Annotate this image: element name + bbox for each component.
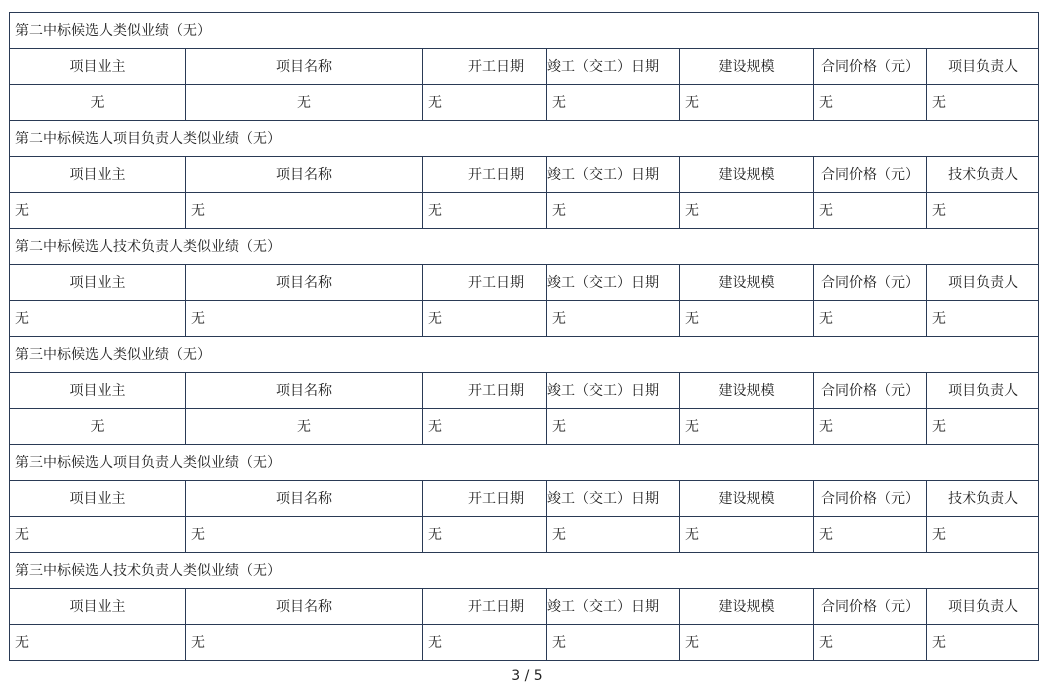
table-cell: 无	[680, 409, 814, 445]
section-title: 第二中标候选人类似业绩（无）	[10, 13, 1039, 49]
section-title-row	[10, 445, 1039, 481]
table-cell: 无	[547, 625, 680, 661]
table-cell: 无	[927, 517, 1039, 553]
table-cell: 无	[186, 625, 423, 661]
document-page	[9, 12, 1038, 661]
table-cell: 无	[680, 301, 814, 337]
column-header: 项目业主	[10, 589, 186, 625]
table-cell: 无	[423, 409, 547, 445]
table-cell: 无	[186, 193, 423, 229]
table-cell: 无	[814, 85, 927, 121]
section-title: 第三中标候选人类似业绩（无）	[10, 337, 1039, 373]
table-cell: 无	[927, 85, 1039, 121]
table-header-row	[10, 481, 1039, 517]
column-header: 合同价格（元）	[814, 481, 927, 517]
column-header: 开工日期	[423, 373, 547, 409]
column-header: 建设规模	[680, 373, 814, 409]
section-title-row	[10, 553, 1039, 589]
table-cell: 无	[423, 301, 547, 337]
table-header-row	[10, 157, 1039, 193]
section-title-row	[10, 121, 1039, 157]
table-header-row	[10, 373, 1039, 409]
table-row	[10, 517, 1039, 553]
table-cell: 无	[10, 409, 186, 445]
table-cell: 无	[10, 625, 186, 661]
table-cell: 无	[547, 85, 680, 121]
column-header: 竣工（交工）日期	[547, 373, 680, 409]
section-title: 第二中标候选人项目负责人类似业绩（无）	[10, 121, 1039, 157]
column-header: 项目业主	[10, 481, 186, 517]
table-cell: 无	[814, 625, 927, 661]
column-header: 竣工（交工）日期	[547, 49, 680, 85]
table-cell: 无	[10, 193, 186, 229]
column-header: 项目业主	[10, 157, 186, 193]
column-header: 项目名称	[186, 481, 423, 517]
column-header: 合同价格（元）	[814, 589, 927, 625]
table-cell: 无	[10, 301, 186, 337]
column-header: 项目负责人	[927, 589, 1039, 625]
column-header: 开工日期	[423, 265, 547, 301]
table-cell: 无	[547, 517, 680, 553]
column-header: 项目名称	[186, 589, 423, 625]
column-header: 建设规模	[680, 481, 814, 517]
column-header: 合同价格（元）	[814, 373, 927, 409]
table-cell: 无	[186, 409, 423, 445]
column-header: 开工日期	[423, 589, 547, 625]
column-header: 开工日期	[423, 157, 547, 193]
column-header: 项目负责人	[927, 373, 1039, 409]
table-cell: 无	[814, 409, 927, 445]
column-header: 竣工（交工）日期	[547, 157, 680, 193]
table-cell: 无	[680, 517, 814, 553]
section-title-row	[10, 337, 1039, 373]
column-header: 合同价格（元）	[814, 265, 927, 301]
table-cell: 无	[10, 517, 186, 553]
column-header: 建设规模	[680, 157, 814, 193]
table-cell: 无	[927, 193, 1039, 229]
section-title: 第三中标候选人项目负责人类似业绩（无）	[10, 445, 1039, 481]
page-indicator: 3 / 5	[511, 668, 543, 684]
table-header-row	[10, 49, 1039, 85]
table-header-row	[10, 589, 1039, 625]
column-header: 建设规模	[680, 265, 814, 301]
table-cell: 无	[927, 409, 1039, 445]
table-cell: 无	[814, 301, 927, 337]
table-header-row	[10, 265, 1039, 301]
table-row	[10, 85, 1039, 121]
table-cell: 无	[927, 625, 1039, 661]
column-header: 开工日期	[423, 481, 547, 517]
table-row	[10, 301, 1039, 337]
section-title: 第三中标候选人技术负责人类似业绩（无）	[10, 553, 1039, 589]
column-header: 项目业主	[10, 373, 186, 409]
table-cell: 无	[927, 301, 1039, 337]
column-header: 项目业主	[10, 49, 186, 85]
table-row	[10, 625, 1039, 661]
section-title-row	[10, 13, 1039, 49]
column-header: 项目名称	[186, 265, 423, 301]
table-cell: 无	[547, 193, 680, 229]
performance-table	[9, 12, 1039, 661]
table-cell: 无	[680, 625, 814, 661]
table-cell: 无	[10, 85, 186, 121]
table-cell: 无	[186, 85, 423, 121]
column-header: 建设规模	[680, 49, 814, 85]
column-header: 项目负责人	[927, 265, 1039, 301]
column-header: 技术负责人	[927, 157, 1039, 193]
table-cell: 无	[186, 301, 423, 337]
column-header: 开工日期	[423, 49, 547, 85]
table-row	[10, 409, 1039, 445]
section-title-row	[10, 229, 1039, 265]
table-cell: 无	[680, 85, 814, 121]
section-title: 第二中标候选人技术负责人类似业绩（无）	[10, 229, 1039, 265]
table-cell: 无	[186, 517, 423, 553]
column-header: 竣工（交工）日期	[547, 265, 680, 301]
table-cell: 无	[423, 517, 547, 553]
column-header: 合同价格（元）	[814, 157, 927, 193]
table-cell: 无	[423, 85, 547, 121]
column-header: 项目业主	[10, 265, 186, 301]
column-header: 项目名称	[186, 157, 423, 193]
column-header: 建设规模	[680, 589, 814, 625]
table-cell: 无	[547, 409, 680, 445]
column-header: 项目名称	[186, 49, 423, 85]
column-header: 竣工（交工）日期	[547, 481, 680, 517]
table-row	[10, 193, 1039, 229]
column-header: 项目负责人	[927, 49, 1039, 85]
table-cell: 无	[680, 193, 814, 229]
table-cell: 无	[814, 517, 927, 553]
column-header: 竣工（交工）日期	[547, 589, 680, 625]
table-cell: 无	[423, 193, 547, 229]
table-cell: 无	[547, 301, 680, 337]
column-header: 合同价格（元）	[814, 49, 927, 85]
column-header: 项目名称	[186, 373, 423, 409]
column-header: 技术负责人	[927, 481, 1039, 517]
table-cell: 无	[423, 625, 547, 661]
table-cell: 无	[814, 193, 927, 229]
